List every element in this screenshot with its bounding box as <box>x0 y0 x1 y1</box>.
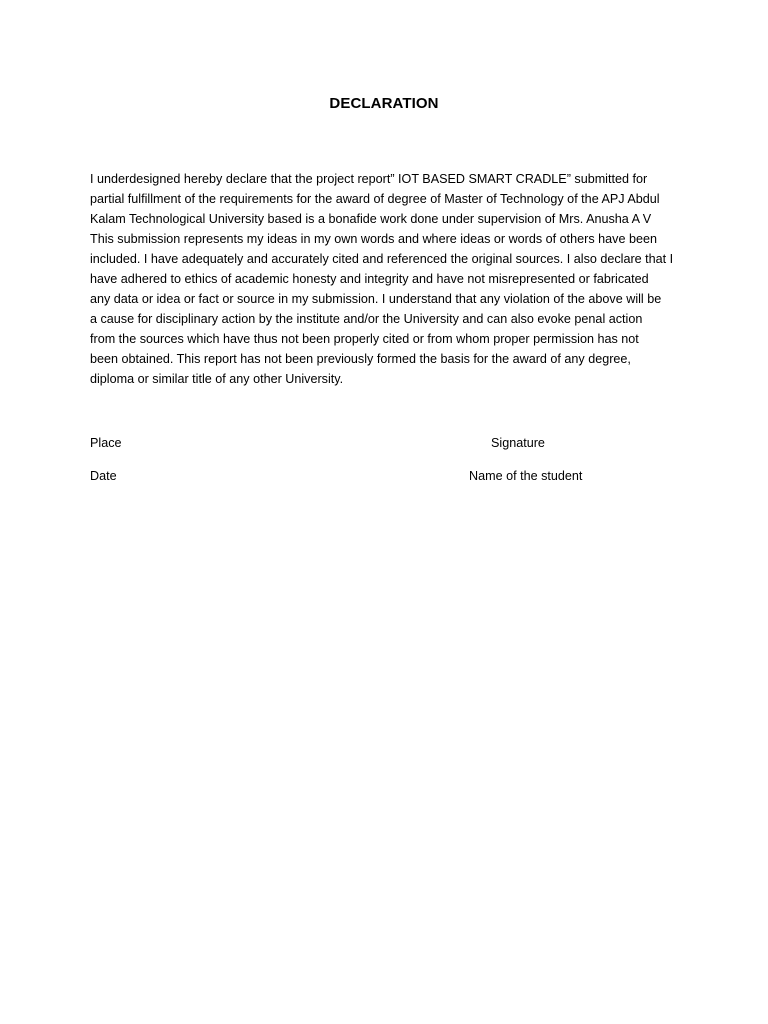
declaration-paragraph <box>90 169 680 389</box>
paragraph-line: included. I have adequately and accurately cited and referenced the original sources. I also declare that I <box>90 252 674 266</box>
paragraph-line: partial fulfillment of the requirements for the award of degree of Master of Technology of the APJ Abdul <box>90 192 660 206</box>
paragraph-line: diploma or similar title of any other University. <box>90 372 344 386</box>
paragraph-line: have adhered to ethics of academic honesty and integrity and have not misrepresented or fabricated <box>90 272 649 286</box>
paragraph-line: This submission represents my ideas in my own words and where ideas or words of others have been <box>90 232 657 246</box>
page-title: DECLARATION <box>329 95 439 112</box>
student-name-label: Name of the student <box>469 469 583 483</box>
paragraph-line: a cause for disciplinary action by the institute and/or the University and can also evoke penal action <box>90 312 643 326</box>
date-name-row <box>90 469 680 489</box>
paragraph-line: any data or idea or fact or source in my submission. I understand that any violation of the above will be <box>90 292 662 306</box>
paragraph-line: Kalam Technological University based is a bonafide work done under supervision of Mrs. Anusha A V <box>90 212 652 226</box>
place-signature-row <box>90 436 680 456</box>
date-label: Date <box>90 469 117 483</box>
paragraph-line: from the sources which have thus not been properly cited or from whom proper permission has not <box>90 332 639 346</box>
paragraph-line: I underdesigned hereby declare that the project report” IOT BASED SMART CRADLE” submitted for <box>90 172 648 186</box>
paragraph-line: been obtained. This report has not been previously formed the basis for the award of any degree, <box>90 352 631 366</box>
place-label: Place <box>90 436 122 450</box>
signature-label: Signature <box>491 436 545 450</box>
